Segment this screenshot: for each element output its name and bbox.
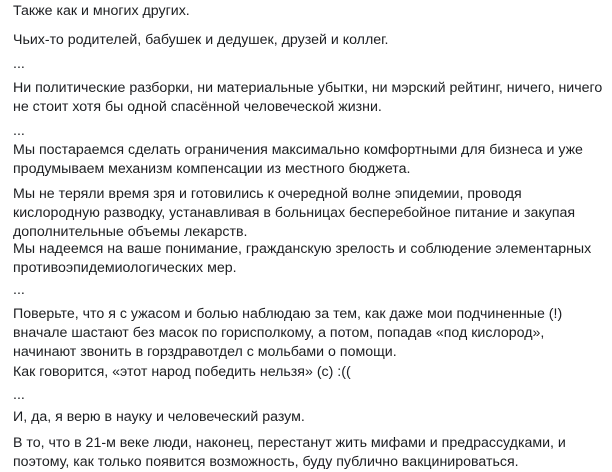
post-paragraph: Мы не теряли время зря и готовились к очередной волне эпидемии, проводя кислородную разводку, устанавливая в больницах бесперебойное питание и закупая дополнительные объемы лекарств. [13,186,576,240]
post-paragraph: Мы надеемся на ваше понимание, гражданскую зрелость и соблюдение элементарных противоэпидемиологических мер. [13,241,592,276]
post-paragraph: Также как и многих других. [13,3,190,19]
post-paragraph: Чьих-то родителей, бабушек и дедушек, друзей и коллег. [13,32,389,48]
post-paragraph: Мы постараемся сделать ограничения максимально комфортными для бизнеса и уже продумываем механизм компенсации из местного бюджета. [13,142,583,177]
post-paragraph: Как говорится, «этот народ победить нельзя» (с) :(( [13,364,351,380]
post-separator: ... [13,123,25,139]
post-paragraph: И, да, я верю в науку и человеческий разум. [13,409,305,425]
post-separator: ... [13,387,25,403]
post-separator: ... [13,282,25,298]
post-paragraph: Ни политические разборки, ни материальные убытки, ни мэрский рейтинг, ничего, ничего не стоит хотя бы одной спасённой человеческой жизни. [13,80,603,115]
post-paragraph: В то, что в 21-м веке люди, наконец, перестанут жить мифами и предрассудками, и поэтому, как только появится возможность, буду публично вакцинироваться. [13,435,566,470]
post-paragraph: Поверьте, что я с ужасом и болью наблюдаю за тем, как даже мои подчиненные (!) вначале шастают без масок по горисполкому, а потом, попадав «под кислород», начинают звонить в горздравотдел с мольбами о помощи. [13,306,563,360]
post-separator: ... [13,56,25,72]
